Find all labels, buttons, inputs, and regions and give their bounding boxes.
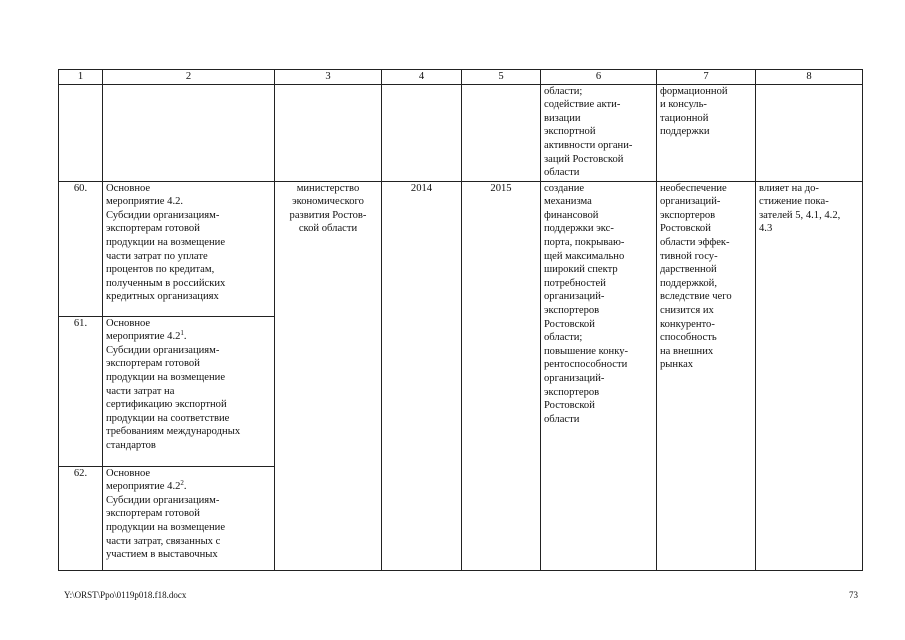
consequences-cell: необеспечение организаций- экспортеров Ростовской области эффек- тивной госу- дарственной поддержкой, вследствие чего снизится их конкуренто- способность на внешних рынках: [657, 181, 756, 570]
measure-name: Основное мероприятие $4.2^1$. Субсидии организациям- экспортерам готовой продукции на возмещение части затрат на сертификацию экспортной продукции на соответствие требованиям международных стандартов: [103, 316, 275, 466]
footer-page-number: 73: [849, 590, 858, 600]
row-number: 60.: [59, 181, 103, 316]
executor-cell: министерство экономического развития Ростов- ской области: [275, 181, 382, 570]
cont-col-1: [59, 84, 103, 181]
header-row: [59, 70, 863, 85]
end-year-cell: 2015: [462, 181, 541, 570]
cont-col-5: [462, 84, 541, 181]
header-col-8: 8: [756, 70, 863, 85]
cont-col-2: [103, 84, 275, 181]
header-col-2: 2: [103, 70, 275, 85]
table-row: [59, 181, 863, 316]
start-year-cell: 2014: [382, 181, 462, 570]
measure-name: Основное мероприятие 4.2. Субсидии организациям- экспортерам готовой продукции на возмещение части затрат по уплате процентов по кредитам, полученным в российских кредитных организациях: [103, 181, 275, 316]
continuation-row: [59, 84, 863, 181]
header-col-4: 4: [382, 70, 462, 85]
expected-result-cell: создание механизма финансовой поддержки экс- порта, покрываю- щей максимально широкий спектр потребностей организаций- экспортеров Ростовской области; повышение конку- рентоспособности организаций- экспортеров Ростовской области: [541, 181, 657, 570]
header-col-3: 3: [275, 70, 382, 85]
cont-col-3: [275, 84, 382, 181]
measures-table: [58, 69, 863, 571]
header-col-6: 6: [541, 70, 657, 85]
indicator-link-cell: влияет на до- стижение пока- зателей 5, 4.1, 4.2, 4.3: [756, 181, 863, 570]
cont-col-7: формационной и консуль- тационной поддержки: [657, 84, 756, 181]
header-col-7: 7: [657, 70, 756, 85]
footer-file-path: Y:\ORST\Ppo\0119p018.f18.docx: [64, 590, 187, 600]
header-col-1: 1: [59, 70, 103, 85]
row-number: 62.: [59, 466, 103, 570]
cont-col-4: [382, 84, 462, 181]
header-col-5: 5: [462, 70, 541, 85]
cont-col-6: области; содействие акти- визации экспортной активности органи- заций Ростовской области: [541, 84, 657, 181]
row-number: 61.: [59, 316, 103, 466]
measure-name: Основное мероприятие $4.2^2$. Субсидии организациям- экспортерам готовой продукции на возмещение части затрат, связанных с участием в выставочных: [103, 466, 275, 570]
cont-col-8: [756, 84, 863, 181]
